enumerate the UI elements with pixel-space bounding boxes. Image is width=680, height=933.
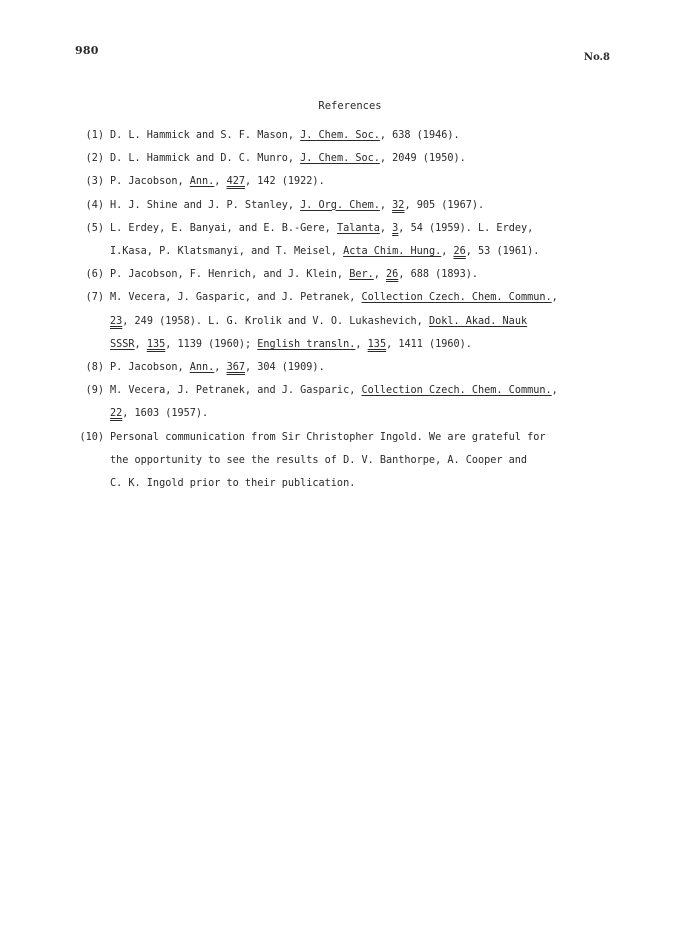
reference-number: (10) bbox=[79, 431, 104, 443]
reference-segment: , 54 (1959). L. Erdey, bbox=[398, 222, 534, 234]
journal-title: Dokl. Akad. Nauk bbox=[428, 315, 528, 327]
journal-title: Ann. bbox=[189, 362, 215, 374]
volume-number: 367 bbox=[226, 362, 245, 374]
reference-line bbox=[110, 217, 618, 240]
reference-text bbox=[110, 124, 618, 147]
reference-list bbox=[78, 124, 618, 495]
reference-item bbox=[78, 194, 618, 217]
reference-text bbox=[110, 170, 618, 193]
reference-segment: , bbox=[551, 292, 558, 304]
page-number: 980 bbox=[75, 44, 99, 57]
reference-line bbox=[110, 147, 618, 170]
reference-number: (1) bbox=[85, 130, 104, 141]
issue-number: No.8 bbox=[583, 52, 610, 63]
journal-title: English transln. bbox=[257, 338, 356, 350]
reference-number: (8) bbox=[85, 362, 104, 374]
journal-title: Ber. bbox=[349, 269, 374, 281]
reference-segment: P. Jacobson, F. Henrich, and J. Klein, bbox=[110, 269, 350, 281]
reference-line bbox=[110, 240, 618, 263]
reference-number: (6) bbox=[85, 269, 104, 281]
reference-text bbox=[110, 379, 618, 425]
reference-segment: , 142 (1922). bbox=[244, 176, 325, 188]
reference-number: (5) bbox=[85, 222, 104, 234]
reference-segment: , 688 (1893). bbox=[398, 269, 479, 281]
reference-segment: L. Erdey, E. Banyai, and E. B.-Gere, bbox=[110, 222, 337, 234]
reference-segment: M. Vecera, J. Petranek, and J. Gasparic, bbox=[110, 385, 362, 397]
journal-title: Talanta bbox=[336, 222, 380, 234]
reference-text bbox=[110, 286, 618, 356]
reference-item bbox=[78, 217, 618, 263]
volume-number: 3 bbox=[392, 222, 399, 234]
reference-segment: P. Jacobson, bbox=[110, 362, 190, 374]
reference-item bbox=[78, 263, 618, 286]
reference-segment: M. Vecera, J. Gasparic, and J. Petranek, bbox=[110, 292, 362, 304]
reference-number: (9) bbox=[85, 385, 104, 397]
reference-segment: H. J. Shine and J. P. Stanley, bbox=[110, 199, 301, 211]
volume-number: 23 bbox=[110, 315, 123, 327]
reference-number: (3) bbox=[85, 176, 104, 188]
volume-number: 26 bbox=[386, 269, 399, 281]
journal-title: J. Org. Chem. bbox=[300, 199, 380, 211]
volume-number: 135 bbox=[146, 338, 166, 350]
reference-segment: , bbox=[355, 338, 368, 350]
reference-segment: Personal communication from Sir Christopher Ingold. We are grateful for bbox=[110, 431, 546, 443]
reference-segment: , bbox=[379, 199, 393, 211]
reference-text bbox=[110, 356, 618, 379]
reference-item bbox=[78, 379, 618, 425]
reference-segment: , 304 (1909). bbox=[244, 362, 325, 374]
reference-segment: , 249 (1958). L. G. Krolik and V. O. Lukashevich, bbox=[122, 315, 429, 327]
reference-item bbox=[78, 356, 618, 379]
reference-segment: , 1139 (1960); bbox=[165, 338, 258, 350]
reference-segment: , bbox=[379, 222, 393, 234]
volume-number: 135 bbox=[367, 338, 387, 350]
reference-line bbox=[110, 356, 618, 379]
reference-line bbox=[110, 426, 618, 449]
reference-number: (7) bbox=[85, 292, 104, 304]
reference-item bbox=[78, 147, 618, 170]
reference-segment: , bbox=[373, 269, 387, 281]
reference-segment: , bbox=[551, 385, 558, 397]
reference-line bbox=[110, 124, 618, 147]
reference-segment: , 53 (1961). bbox=[465, 246, 540, 258]
reference-segment: D. L. Hammick and S. F. Mason, bbox=[110, 130, 301, 141]
reference-text bbox=[110, 263, 618, 286]
volume-number: 26 bbox=[453, 246, 466, 258]
volume-number: 32 bbox=[392, 199, 405, 211]
reference-segment: , bbox=[214, 176, 227, 188]
reference-segment: the opportunity to see the results of D. V. Banthorpe, A. Cooper and bbox=[110, 454, 528, 466]
reference-item bbox=[78, 170, 618, 193]
reference-line bbox=[110, 286, 618, 309]
reference-text bbox=[110, 194, 618, 217]
reference-item bbox=[78, 426, 618, 496]
reference-segment: , 638 (1946). bbox=[379, 130, 460, 141]
reference-segment: , 905 (1967). bbox=[404, 199, 485, 211]
journal-title: Ann. bbox=[189, 176, 215, 188]
reference-segment: D. L. Hammick and D. C. Munro, bbox=[110, 153, 301, 165]
reference-line bbox=[110, 263, 618, 286]
reference-segment: , 1603 (1957). bbox=[122, 408, 209, 420]
reference-segment: , bbox=[214, 362, 227, 374]
reference-segment: , 2049 (1950). bbox=[379, 153, 466, 165]
reference-number: (2) bbox=[85, 153, 104, 165]
reference-line bbox=[110, 449, 618, 472]
reference-line bbox=[110, 170, 618, 193]
reference-number: (4) bbox=[85, 199, 104, 211]
journal-title: Collection Czech. Chem. Commun. bbox=[361, 385, 552, 397]
reference-text bbox=[110, 426, 618, 496]
reference-line bbox=[110, 402, 618, 425]
volume-number: 427 bbox=[226, 176, 245, 188]
reference-line bbox=[110, 333, 618, 356]
reference-text bbox=[110, 217, 618, 263]
reference-line bbox=[110, 194, 618, 217]
journal-title: J. Chem. Soc. bbox=[300, 130, 380, 141]
reference-segment: P. Jacobson, bbox=[110, 176, 190, 188]
reference-text bbox=[110, 147, 618, 170]
reference-item bbox=[78, 286, 618, 356]
journal-title: J. Chem. Soc. bbox=[300, 153, 380, 165]
reference-item bbox=[78, 124, 618, 147]
reference-line bbox=[110, 379, 618, 402]
reference-line bbox=[110, 310, 618, 333]
volume-number: 22 bbox=[110, 408, 123, 420]
journal-title: Collection Czech. Chem. Commun. bbox=[361, 292, 552, 304]
reference-segment: , bbox=[134, 338, 147, 350]
reference-segment: C. K. Ingold prior to their publication. bbox=[110, 478, 356, 490]
reference-segment: , bbox=[441, 246, 454, 258]
journal-title: Acta Chim. Hung. bbox=[343, 246, 442, 258]
reference-segment: , 1411 (1960). bbox=[386, 338, 472, 350]
journal-title: SSSR bbox=[110, 338, 135, 350]
references-heading: References bbox=[318, 100, 382, 112]
reference-line bbox=[110, 472, 618, 495]
reference-segment: I.Kasa, P. Klatsmanyi, and T. Meisel, bbox=[110, 246, 344, 258]
